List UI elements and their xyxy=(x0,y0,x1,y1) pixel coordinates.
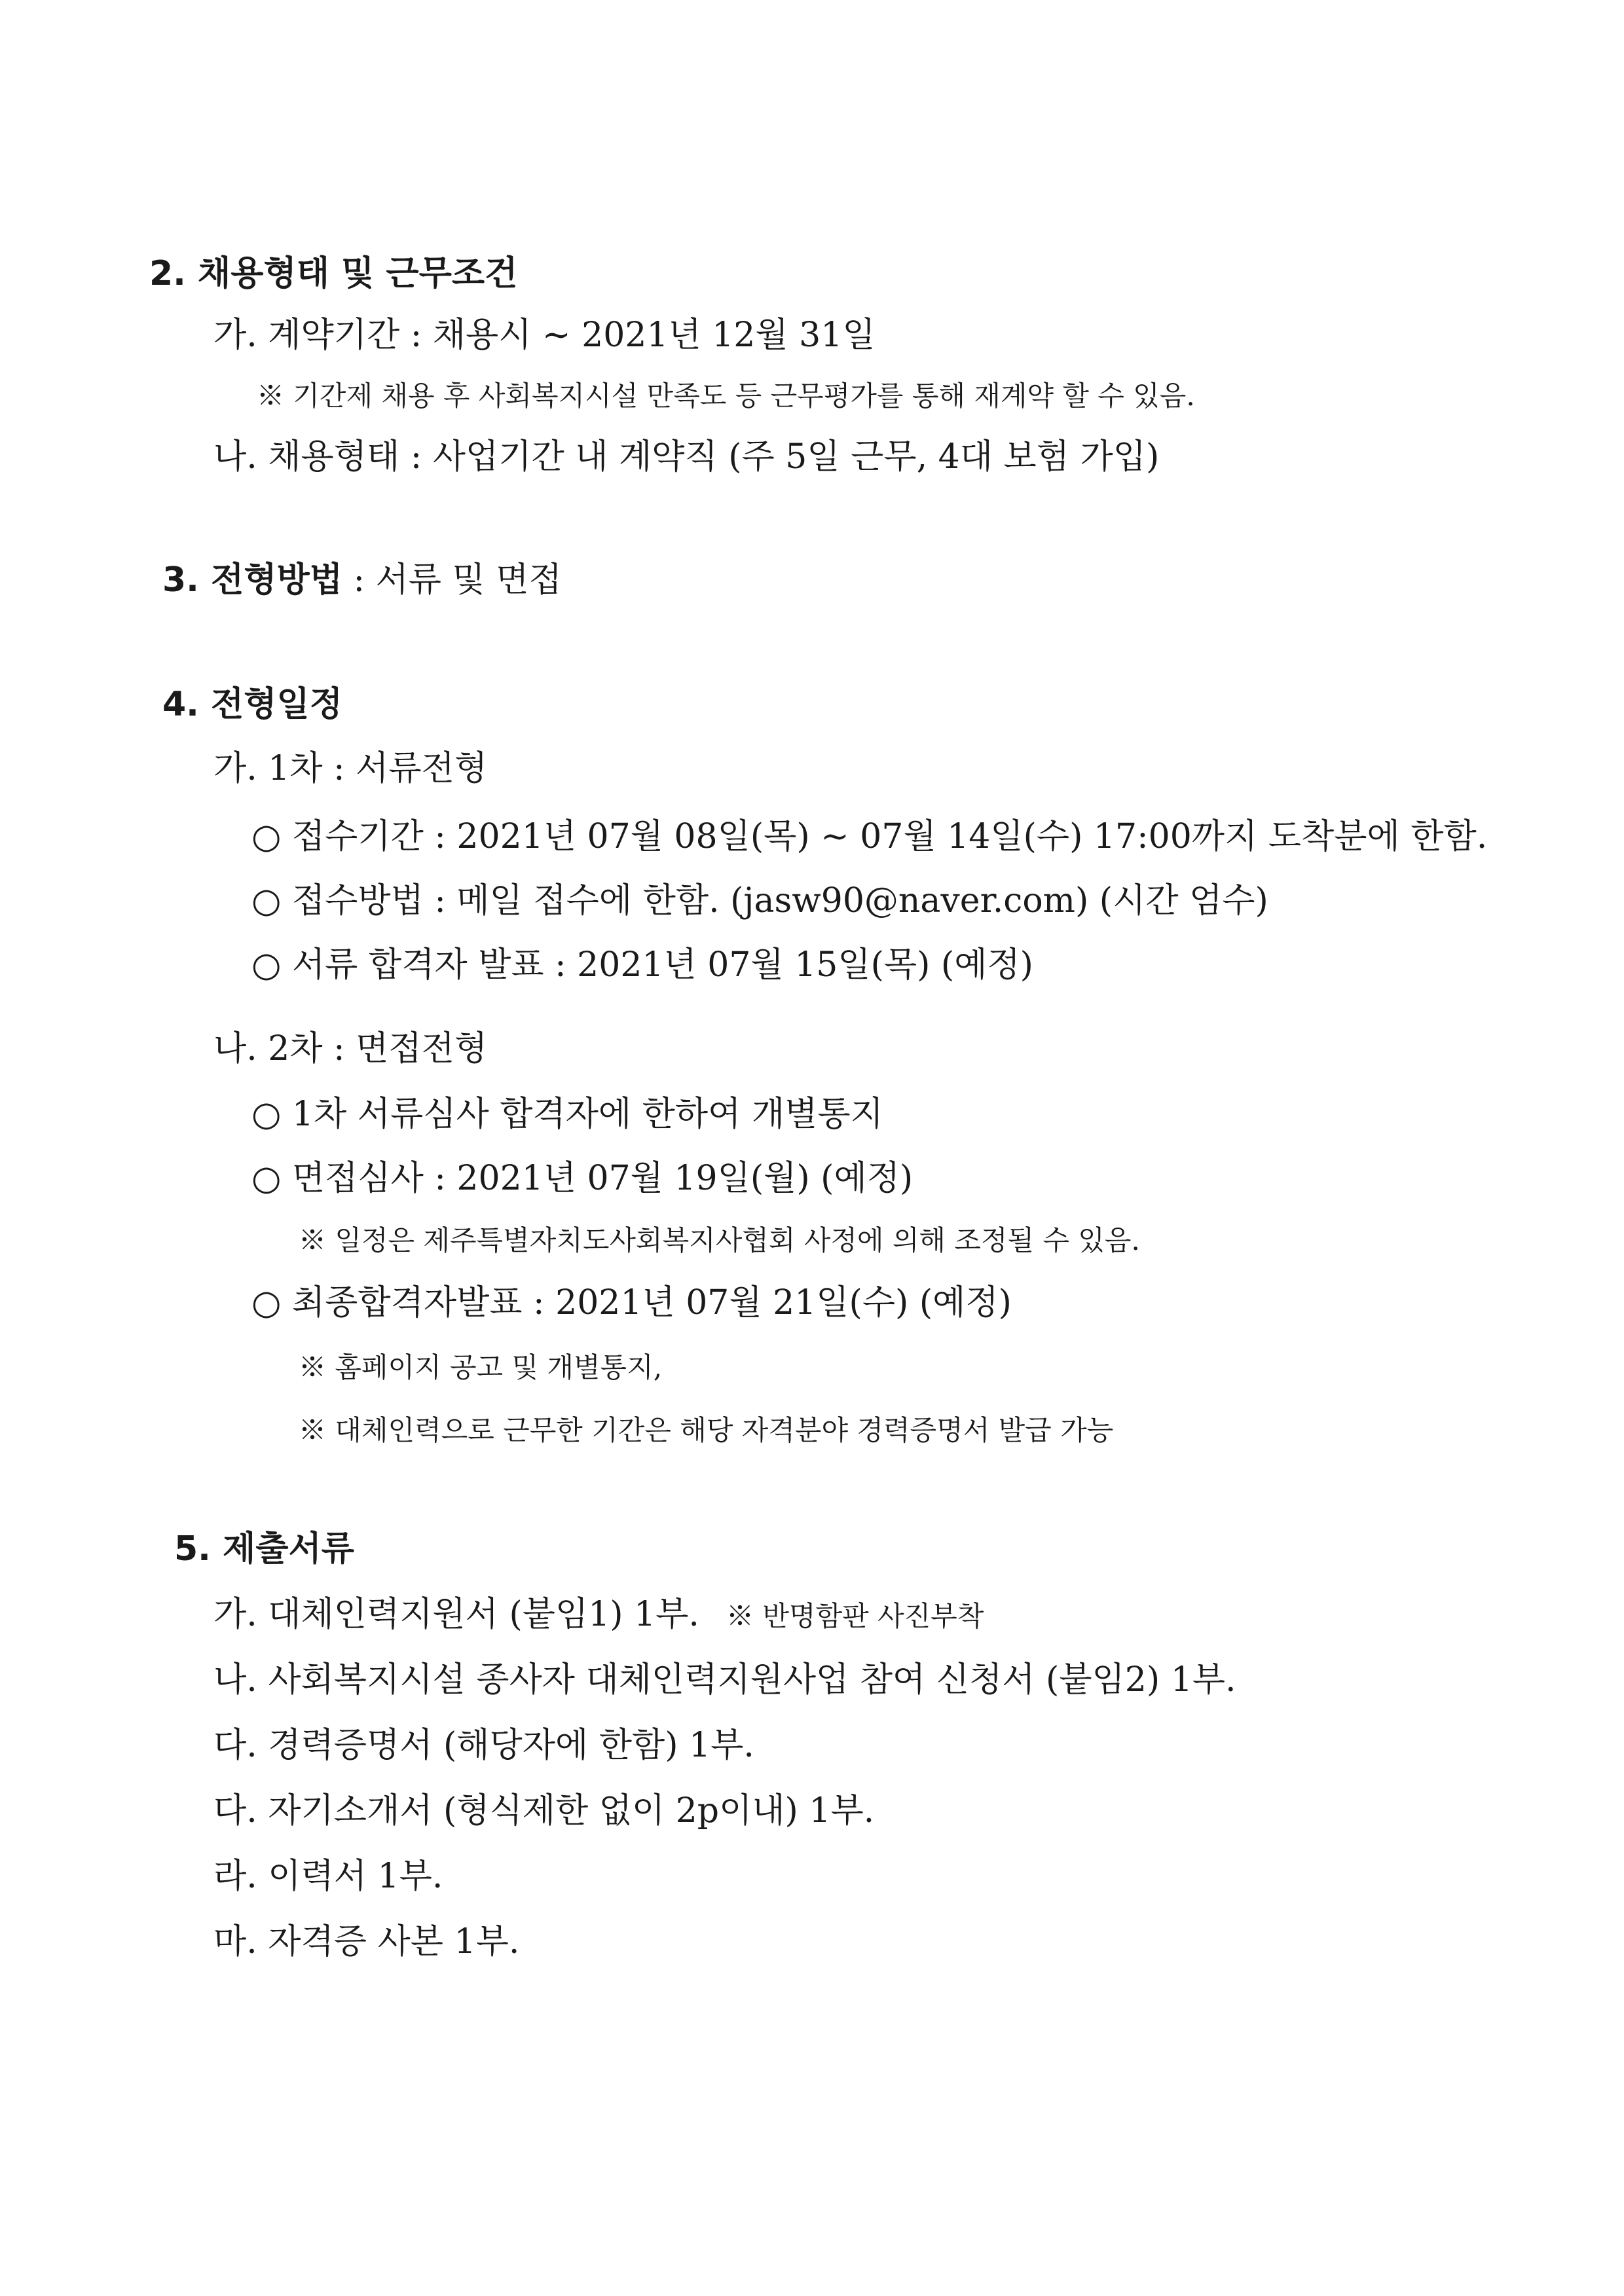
section-3-line xyxy=(162,560,562,600)
stage-1-bullet-method: ○ 접수방법 : 메일 접수에 한함. (jasw90@naver.com) (시간 엄수) xyxy=(251,881,1268,920)
section-2-heading: 2. 채용형태 및 근무조건 xyxy=(149,254,518,293)
section-5-item-ga-line xyxy=(213,1595,984,1634)
section-5-item-ga: 가. 대체인력지원서 (붙임1) 1부. xyxy=(213,1595,699,1634)
section-5-item-ra: 라. 이력서 1부. xyxy=(213,1857,443,1896)
stage-2-title: 나. 2차 : 면접전형 xyxy=(213,1029,488,1068)
stage-2-bullet-interview: ○ 면접심사 : 2021년 07월 19일(월) (예정) xyxy=(251,1159,913,1198)
section-2-item-ga: 가. 계약기간 : 채용시 ~ 2021년 12월 31일 xyxy=(213,316,876,355)
section-4-heading: 4. 전형일정 xyxy=(162,685,342,724)
stage-2-bullet-notice: ○ 1차 서류심사 합격자에 한하여 개별통지 xyxy=(251,1095,883,1134)
stage-2-note-homepage: ※ 홈페이지 공고 및 개별통지, xyxy=(299,1351,663,1383)
section-5-item-na: 나. 사회복지시설 종사자 대체인력지원사업 참여 신청서 (붙임2) 1부. xyxy=(213,1660,1236,1700)
stage-2-bullet-final: ○ 최종합격자발표 : 2021년 07월 21일(수) (예정) xyxy=(251,1283,1012,1322)
section-5-item-ma: 마. 자격증 사본 1부. xyxy=(213,1922,520,1961)
section-5-item-ga-note: ※ 반명함판 사진부착 xyxy=(726,1600,984,1632)
stage-1-bullet-period: ○ 접수기간 : 2021년 07월 08일(목) ~ 07월 14일(수) 17:00까지 도착분에 한함. xyxy=(251,817,1488,856)
section-3-text: : 서류 및 면접 xyxy=(342,560,562,600)
stage-1-title: 가. 1차 : 서류전형 xyxy=(213,749,488,788)
stage-1-bullet-announcement: ○ 서류 합격자 발표 : 2021년 07월 15일(목) (예정) xyxy=(251,945,1033,985)
section-5-item-da-1: 다. 경력증명서 (해당자에 한함) 1부. xyxy=(213,1726,754,1765)
stage-2-note-certificate: ※ 대체인력으로 근무한 기간은 해당 자격분야 경력증명서 발급 가능 xyxy=(299,1414,1114,1446)
section-5-heading: 5. 제출서류 xyxy=(174,1529,354,1569)
stage-2-note-schedule: ※ 일정은 제주특별자치도사회복지사협회 사정에 의해 조정될 수 있음. xyxy=(299,1224,1140,1256)
section-5-item-da-2: 다. 자기소개서 (형식제한 없이 2p이내) 1부. xyxy=(213,1791,875,1831)
section-2-item-na: 나. 채용형태 : 사업기간 내 계약직 (주 5일 근무, 4대 보험 가입) xyxy=(213,437,1160,477)
section-2-note: ※ 기간제 채용 후 사회복지시설 만족도 등 근무평가를 통해 재계약 할 수 있음. xyxy=(257,380,1195,412)
section-3-heading: 3. 전형방법 xyxy=(162,560,342,600)
